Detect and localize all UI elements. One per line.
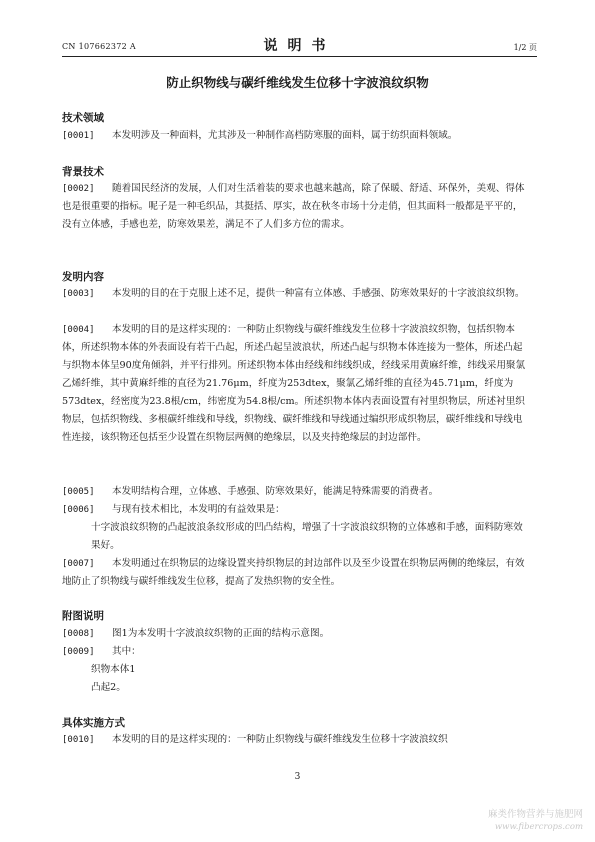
paragraph-number: [0007]: [62, 559, 95, 569]
section-heading-content: 发明内容: [62, 271, 104, 283]
paragraph-number: [0008]: [62, 629, 95, 639]
paragraph-0002: [62, 180, 532, 234]
document-title: 防止织物线与碳纤维线发生位移十字波浪纹织物: [166, 75, 429, 90]
legend-item: 凸起2。: [91, 682, 126, 693]
section-heading-embodiment: 具体实施方式: [62, 717, 125, 729]
paragraph-number: [0003]: [62, 289, 95, 299]
paragraph-0010: [62, 731, 532, 749]
page-reference: 1/2 页: [513, 43, 537, 52]
watermark-url: www.fibercrops.com: [494, 822, 583, 832]
page-number: 3: [294, 772, 301, 782]
paragraph-0006: [62, 501, 532, 555]
paragraph-number: [0002]: [62, 184, 95, 194]
paragraph-0001: [62, 127, 532, 145]
paragraph-text: 随着国民经济的发展，人们对生活着装的要求也越来越高，除了保暖、舒适、环保外，美观、得体也是很重要的指标。呢子是一种毛织品，其挺括、厚实，故在秋冬市场十分走俏，但其面料一般都是平平的，没有立体感，手感也差，防寒效果差，满足不了人们多方位的需求。: [62, 183, 525, 230]
paragraph-text: 本发明涉及一种面料，尤其涉及一种制作高档防寒服的面料，属于纺织面料领域。: [112, 130, 458, 141]
document-type: 说明书: [263, 38, 336, 54]
paragraph-0007: [62, 555, 532, 591]
paragraph-text: 其中：: [112, 646, 141, 657]
watermark: [488, 808, 583, 834]
paragraph-number: [0006]: [62, 505, 95, 515]
legend-item: 织物本体1: [91, 664, 136, 675]
section-heading-drawings: 附图说明: [62, 610, 104, 622]
paragraph-text: 与现有技术相比，本发明的有益效果是：: [112, 504, 285, 515]
paragraph-text: 本发明结构合理，立体感、手感强、防寒效果好，能满足特殊需要的消费者。: [112, 486, 439, 497]
paragraph-continuation: 十字波浪纹织物的凸起波浪条纹形成的凹凸结构，增强了十字波浪纹织物的立体感和手感，面料防寒效果好。: [91, 522, 523, 551]
patent-number: CN 107662372 A: [62, 42, 136, 51]
watermark-site-name: 麻类作物营养与施肥网: [487, 809, 583, 820]
paragraph-text: 图1为本发明十字波浪纹织物的正面的结构示意图。: [112, 628, 330, 639]
paragraph-number: [0004]: [62, 325, 95, 335]
paragraph-0008: [62, 625, 532, 643]
section-heading-tech-field: 技术领域: [62, 112, 104, 124]
paragraph-number: [0001]: [62, 131, 95, 141]
paragraph-0009: [62, 643, 532, 697]
paragraph-0004: [62, 321, 532, 447]
paragraph-0003: [62, 285, 532, 303]
paragraph-0005: [62, 483, 532, 501]
paragraph-text: 本发明通过在织物层的边缘设置夹持织物层的封边部件以及至少设置在织物层两侧的绝缘层，有效地防止了织物线与碳纤维线发生位移，提高了发热织物的安全性。: [62, 558, 525, 587]
section-heading-background: 背景技术: [62, 166, 104, 178]
paragraph-text: 本发明的目的是这样实现的：一种防止织物线与碳纤维线发生位移十字波浪纹织物，包括织物本体，所述织物本体的外表面设有若干凸起，所述凸起呈波浪状，所述凸起与织物本体连接为一整体，所述凸起与织物本体呈90度角倾斜，并平行排列。所述织物本体由经线和纬线织成，经线采用黄麻纤维，纬线采用聚氯乙烯纤维，其中黄麻纤维的直径为21.76μm，纤度为253dtex，聚氯乙烯纤维的直径为45.71μm，纤度为573dtex，经密度为23.8根/cm，纬密度为54.8根/cm。所述织物本体内表面设置有衬里织物层，所述衬里织物层，包括织物线、多根碳纤维线和导线，织物线、碳纤维线和导线通过编织形成织物层，碳纤维线和导线电性连接，该织物还包括至少设置在织物层两侧的绝缘层，以及夹持绝缘层的封边部件。: [62, 324, 526, 443]
header-divider: [62, 56, 537, 57]
paragraph-number: [0009]: [62, 647, 95, 657]
page-header: [62, 33, 537, 55]
paragraph-text: 本发明的目的在于克服上述不足，提供一种富有立体感、手感强、防寒效果好的十字波浪纹织物。: [112, 288, 525, 299]
paragraph-number: [0010]: [62, 735, 95, 745]
paragraph-number: [0005]: [62, 487, 95, 497]
paragraph-text: 本发明的目的是这样实现的：一种防止织物线与碳纤维线发生位移十字波浪纹织: [112, 734, 448, 745]
